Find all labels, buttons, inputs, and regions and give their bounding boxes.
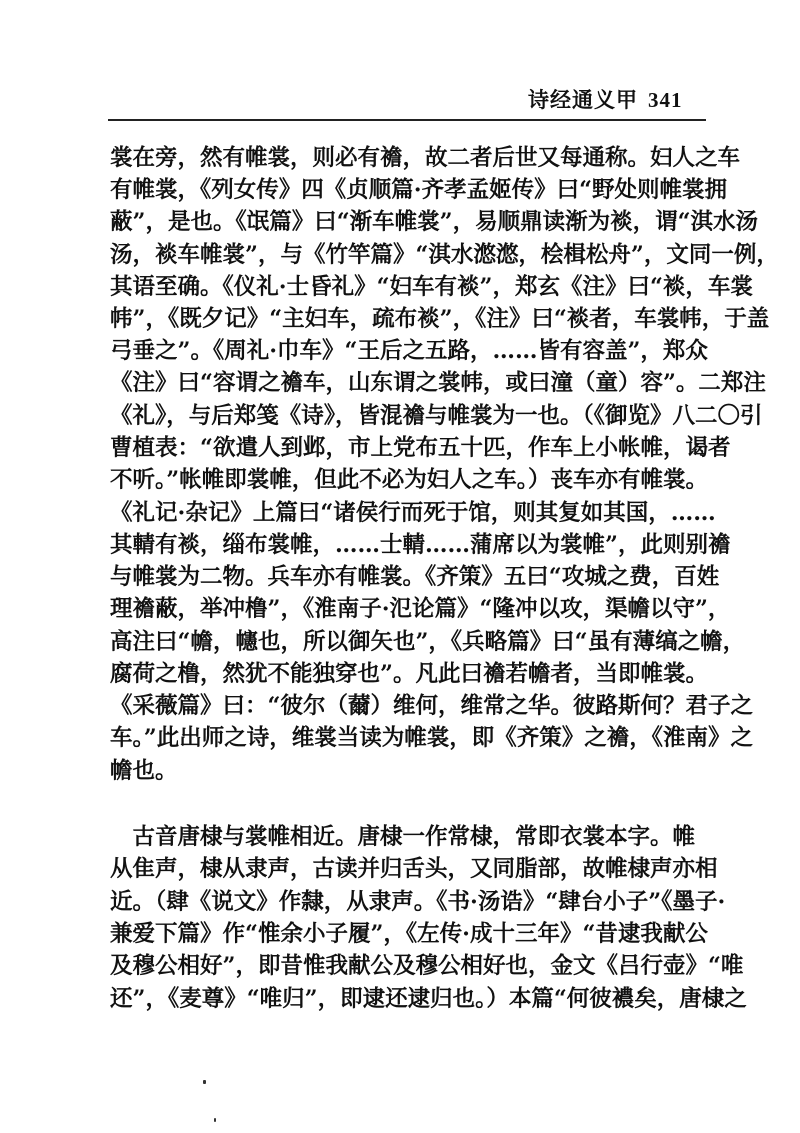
text-line: 其语至确。《仪礼·士昏礼》“妇车有裧”，郑玄《注》曰“裧，车裳 (110, 274, 753, 300)
text-line: 从隹声，棣从隶声，古读并归舌头，又同脂部，故帷棣声亦相 (110, 856, 718, 882)
page-header-title (528, 84, 688, 114)
text-line: 其輤有裧，缁布裳帷，……士輤……蒲席以为裳帷”，此则别襜 (110, 532, 731, 558)
text-line: 近。（肆《说文》作隸，从隶声。《书·汤诰》“肆台小子”《墨子· (110, 889, 726, 915)
scan-speck (203, 1080, 206, 1084)
text-line: 《注》曰“容谓之襜车，山东谓之裳帏，或曰潼（童）容”。二郑注 (110, 370, 766, 396)
text-line: 蔽”，是也。《氓篇》曰“渐车帷裳”，易顺鼎读渐为裧，谓“淇水汤 (110, 209, 759, 235)
text-line: 腐荷之橹，然犹不能独穿也”。凡此曰襜若幨者，当即帷裳。 (110, 661, 708, 687)
text-line: 与帷裳为二物。兵车亦有帷裳。《齐策》五曰“攻城之费，百姓 (110, 564, 720, 590)
text-line: 还”，《麦尊》“唯归”，即逮还逮归也。）本篇“何彼襛矣，唐棣之 (110, 986, 747, 1012)
text-line: 幨也。 (110, 758, 178, 784)
text-line: 有帷裳，《列女传》四《贞顺篇·齐孝孟姬传》曰“野处则帷裳拥 (110, 177, 728, 203)
scan-speck (214, 1118, 216, 1122)
text-line: 车。”此出师之诗，维裳当读为帷裳，即《齐策》之襜，《淮南》之 (110, 725, 753, 751)
text-line: 古音唐棣与裳帷相近。唐棣一作常棣，常即衣裳本字。帷 (110, 824, 696, 850)
header-rule (108, 119, 706, 121)
text-line: 及穆公相好”，即昔惟我献公及穆公相好也，金文《吕行壶》“唯 (110, 953, 744, 979)
text-line: 理襜蔽，举冲橹”，《淮南子·氾论篇》“隆冲以攻，渠幨以守”， (110, 596, 731, 622)
page-number: 341 (648, 88, 683, 112)
text-line: 《礼记·杂记》上篇曰“诸侯行而死于馆，则其复如其国，…… (110, 500, 716, 526)
text-line: 裳在旁，然有帷裳，则必有襜，故二者后世又每通称。妇人之车 (110, 145, 741, 171)
text-line: 《采薇篇》曰：“彼尔（薾）维何，维常之华。彼路斯何？君子之 (110, 693, 753, 719)
text-line: 高注曰“幨，幰也，所以御矢也”，《兵略篇》曰“虽有薄缟之幨， (110, 629, 746, 655)
text-line: 不听。”帐帷即裳帷，但此不必为妇人之车。）丧车亦有帷裳。 (110, 467, 708, 493)
text-line: 帏”，《既夕记》“主妇车，疏布裧”，《注》曰“裧者，车裳帏，于盖 (110, 306, 770, 332)
text-line: 弓垂之”。《周礼·巾车》“王后之五路，……皆有容盖”，郑众 (110, 338, 708, 364)
text-line: 《礼》，与后郑笺《诗》，皆混襜与帷裳为一也。（《御览》八二〇引 (110, 403, 763, 429)
running-title: 诗经通义甲 (528, 87, 638, 112)
text-line: 曹植表：“欲遣人到邺，市上党布五十匹，作车上小帐帷，谒者 (110, 435, 731, 461)
text-line: 兼爱下篇》作“惟余小子履”，《左传·成十三年》“昔逮我献公 (110, 921, 708, 947)
text-line: 汤，裧车帷裳”，与《竹竿篇》“淇水滺滺，桧楫松舟”，文同一例， (110, 242, 779, 268)
